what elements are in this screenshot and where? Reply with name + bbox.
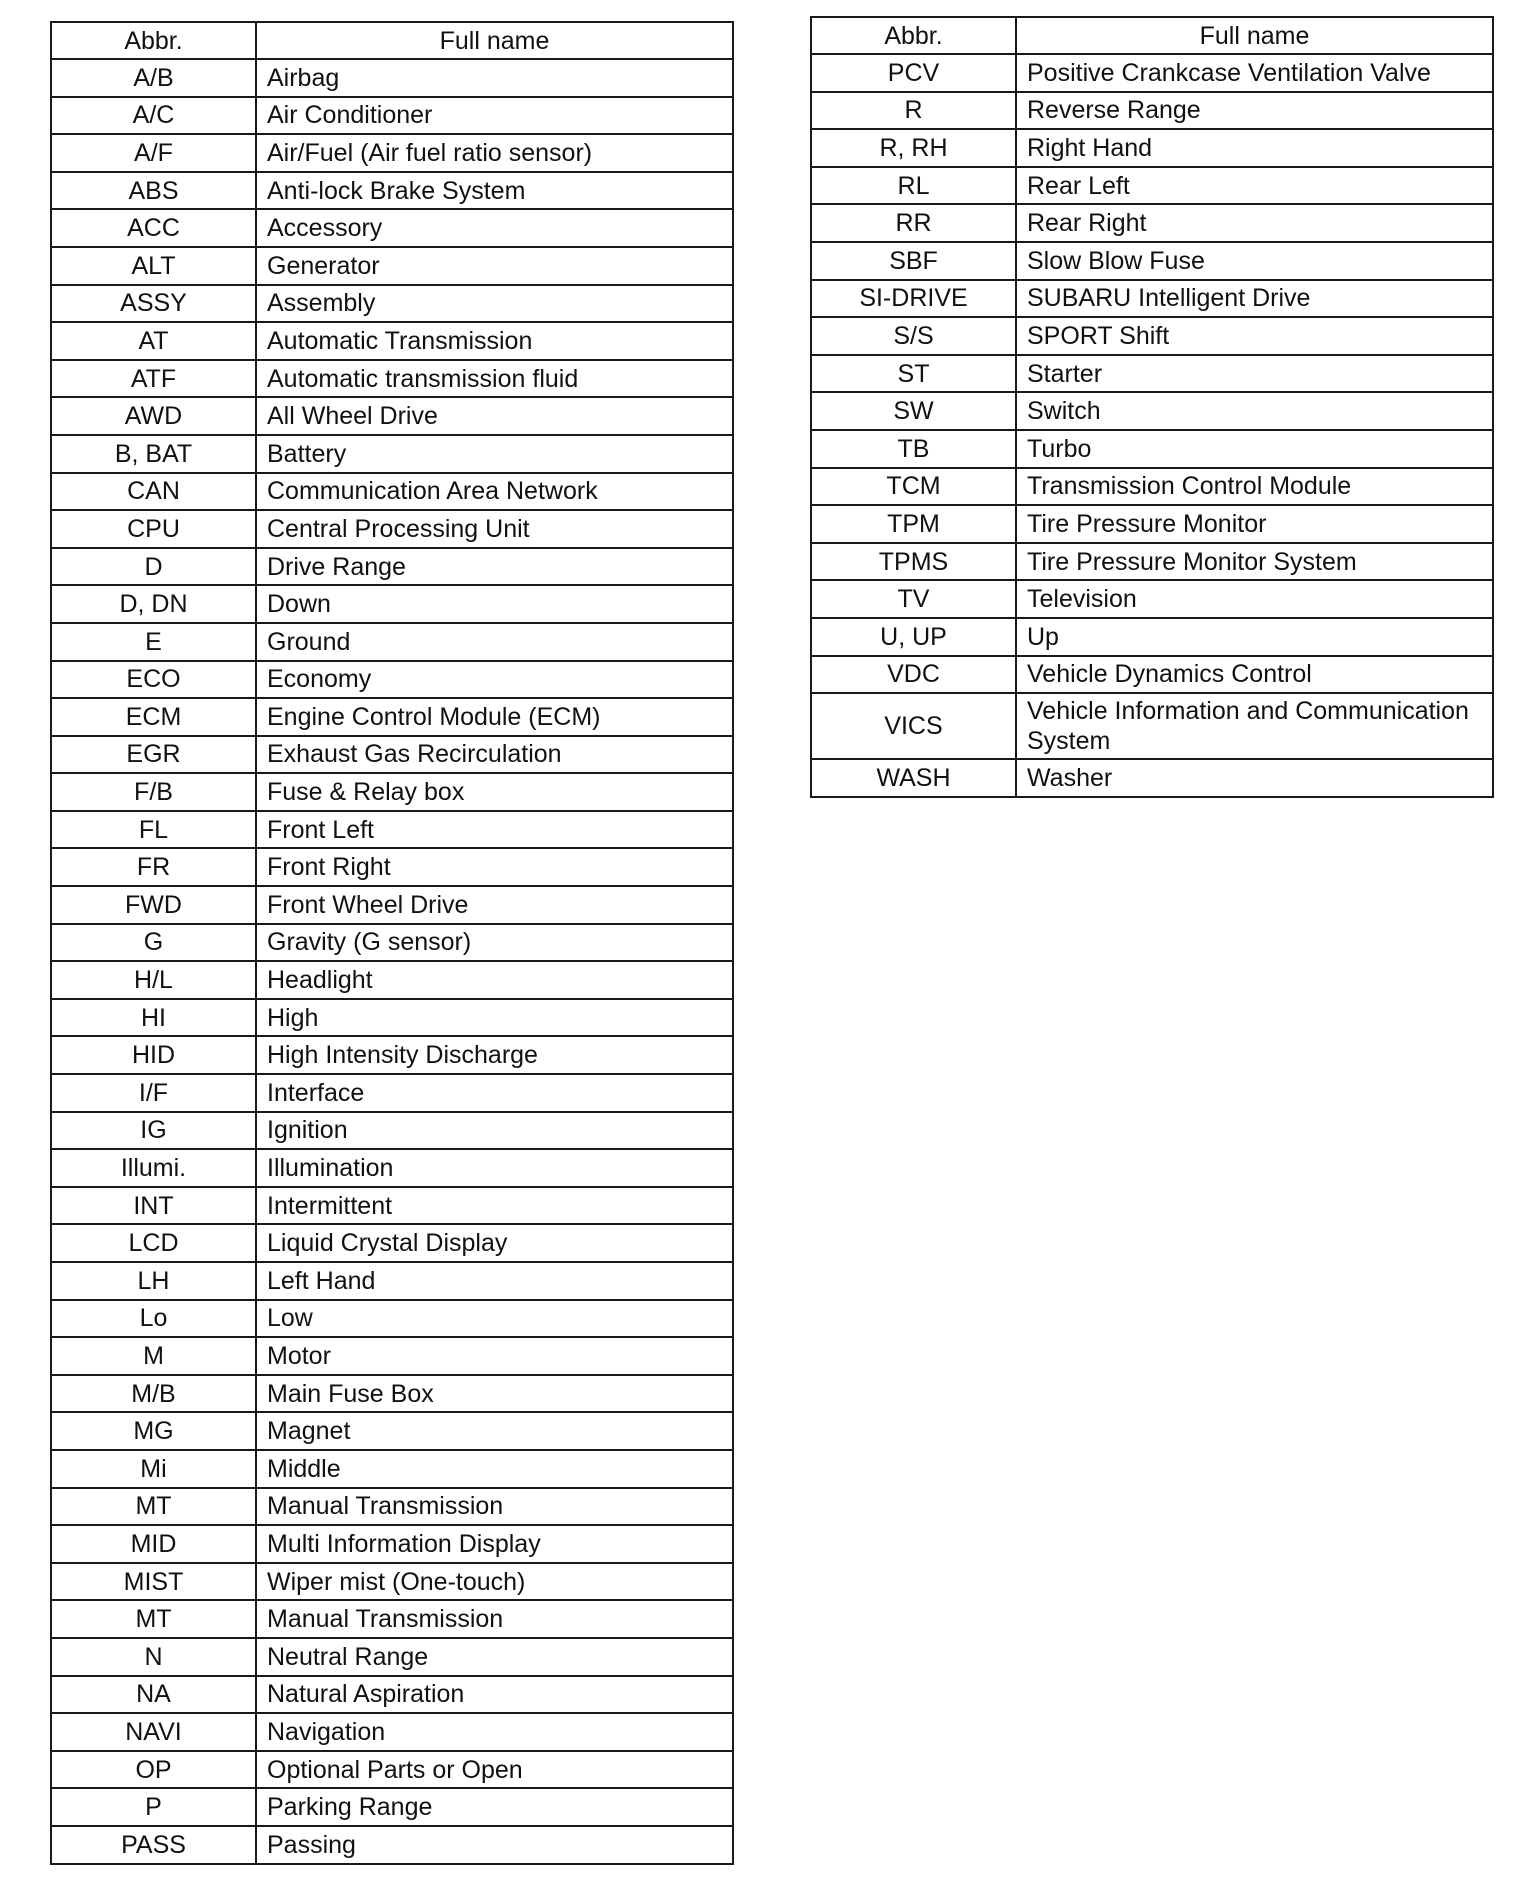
full-name-cell: All Wheel Drive [256,397,733,435]
abbreviation-cell: WASH [811,759,1016,797]
abbreviation-cell: ECO [51,661,256,699]
full-name-cell: Right Hand [1016,129,1493,167]
full-name-cell: Rear Left [1016,167,1493,205]
abbreviation-cell: M/B [51,1375,256,1413]
full-name-cell: Front Left [256,811,733,849]
full-name-cell: Positive Crankcase Ventilation Valve [1016,54,1493,92]
full-name-cell: Television [1016,580,1493,618]
abbreviation-cell: R, RH [811,129,1016,167]
abbreviation-cell: ASSY [51,285,256,323]
full-name-cell: Neutral Range [256,1638,733,1676]
abbreviation-cell: OP [51,1751,256,1789]
abbreviation-cell: RL [811,167,1016,205]
full-name-cell: Washer [1016,759,1493,797]
table-row [51,1638,733,1676]
abbreviation-cell: VICS [811,693,1016,759]
abbreviation-cell: B, BAT [51,435,256,473]
full-name-cell: Intermittent [256,1187,733,1225]
table-row [51,1412,733,1450]
column-header-full-name: Full name [1016,17,1493,54]
table-row [811,543,1493,581]
abbreviation-cell: G [51,924,256,962]
full-name-cell: Natural Aspiration [256,1676,733,1714]
table-row [51,999,733,1037]
full-name-cell: Economy [256,661,733,699]
full-name-cell: Turbo [1016,430,1493,468]
table-row [51,473,733,511]
table-row [51,736,733,774]
table-row [811,618,1493,656]
abbreviation-cell: VDC [811,656,1016,694]
abbreviation-cell: MIST [51,1563,256,1601]
table-row [51,247,733,285]
abbreviation-cell: MT [51,1488,256,1526]
table-row [51,435,733,473]
table-row [51,1676,733,1714]
table-row [811,54,1493,92]
full-name-cell: Gravity (G sensor) [256,924,733,962]
abbreviation-cell: U, UP [811,618,1016,656]
abbreviation-cell: MG [51,1412,256,1450]
full-name-cell: Front Right [256,848,733,886]
abbreviation-cell: NA [51,1676,256,1714]
table-row [811,580,1493,618]
full-name-cell: Down [256,585,733,623]
abbreviation-cell: D, DN [51,585,256,623]
full-name-cell: Interface [256,1074,733,1112]
full-name-cell: Manual Transmission [256,1488,733,1526]
abbreviation-cell: Lo [51,1300,256,1338]
full-name-cell: Automatic transmission fluid [256,360,733,398]
table-row [811,129,1493,167]
full-name-cell: Generator [256,247,733,285]
table-row [51,397,733,435]
abbreviation-cell: LH [51,1262,256,1300]
full-name-cell: Illumination [256,1149,733,1187]
table-row [811,392,1493,430]
full-name-cell: Starter [1016,355,1493,393]
abbreviation-cell: Illumi. [51,1149,256,1187]
table-row [51,510,733,548]
table-row [51,1262,733,1300]
full-name-cell: Ground [256,623,733,661]
abbreviation-cell: FWD [51,886,256,924]
abbreviation-cell: PCV [811,54,1016,92]
table-row [811,693,1493,759]
table-row [51,1375,733,1413]
full-name-cell: Tire Pressure Monitor [1016,505,1493,543]
abbreviation-cell: I/F [51,1074,256,1112]
table-row [811,92,1493,130]
abbreviation-cell: P [51,1788,256,1826]
table-row [811,759,1493,797]
abbreviation-cell: Mi [51,1450,256,1488]
abbreviation-cell: FL [51,811,256,849]
abbreviation-cell: S/S [811,317,1016,355]
table-row [51,1525,733,1563]
abbreviation-cell: MT [51,1600,256,1638]
abbreviation-cell: HID [51,1036,256,1074]
abbreviation-cell: RR [811,204,1016,242]
abbreviation-cell: TB [811,430,1016,468]
full-name-cell: SUBARU Intelligent Drive [1016,280,1493,318]
abbreviation-cell: A/F [51,134,256,172]
abbreviation-cell: CPU [51,510,256,548]
full-name-cell: Communication Area Network [256,473,733,511]
abbreviation-cell: FR [51,848,256,886]
table-row [51,172,733,210]
table-row [811,317,1493,355]
table-row [51,623,733,661]
table-row [51,585,733,623]
abbreviation-cell: CAN [51,473,256,511]
abbreviation-cell: ST [811,355,1016,393]
abbreviation-cell: ECM [51,698,256,736]
abbreviation-cell: E [51,623,256,661]
table-row [51,848,733,886]
table-row [51,1112,733,1150]
table-row [51,1826,733,1864]
table-header-row [811,17,1493,54]
table-row [51,1600,733,1638]
table-row [51,1187,733,1225]
table-row [811,280,1493,318]
table-row [51,1751,733,1789]
full-name-cell: Wiper mist (One-touch) [256,1563,733,1601]
table-row [811,355,1493,393]
abbreviation-cell: MID [51,1525,256,1563]
abbreviation-cell: ALT [51,247,256,285]
full-name-cell: Motor [256,1337,733,1375]
table-row [51,285,733,323]
full-name-cell: Slow Blow Fuse [1016,242,1493,280]
full-name-cell: Magnet [256,1412,733,1450]
table-row [811,242,1493,280]
full-name-cell: Up [1016,618,1493,656]
full-name-cell: Front Wheel Drive [256,886,733,924]
table-row [51,1074,733,1112]
table-row [51,661,733,699]
abbreviation-cell: AWD [51,397,256,435]
abbreviation-cell: PASS [51,1826,256,1864]
abbreviation-cell: AT [51,322,256,360]
column-header-abbr: Abbr. [811,17,1016,54]
full-name-cell: Vehicle Information and Communication System [1016,693,1493,759]
table-header-row [51,22,733,59]
table-row [51,360,733,398]
table-row [51,1224,733,1262]
abbreviation-cell: H/L [51,961,256,999]
full-name-cell: Anti-lock Brake System [256,172,733,210]
full-name-cell: Liquid Crystal Display [256,1224,733,1262]
table-row [51,811,733,849]
abbreviation-cell: EGR [51,736,256,774]
full-name-cell: Rear Right [1016,204,1493,242]
full-name-cell: Middle [256,1450,733,1488]
table-row [51,209,733,247]
abbreviation-table-right [810,16,1494,798]
table-row [51,1488,733,1526]
full-name-cell: Engine Control Module (ECM) [256,698,733,736]
full-name-cell: Battery [256,435,733,473]
table-row [51,548,733,586]
full-name-cell: Exhaust Gas Recirculation [256,736,733,774]
abbreviation-cell: SBF [811,242,1016,280]
table-row [51,1337,733,1375]
table-row [51,1788,733,1826]
table-row [51,1713,733,1751]
abbreviation-cell: D [51,548,256,586]
full-name-cell: Optional Parts or Open [256,1751,733,1789]
full-name-cell: Air/Fuel (Air fuel ratio sensor) [256,134,733,172]
abbreviation-cell: TPM [811,505,1016,543]
full-name-cell: Headlight [256,961,733,999]
table-row [51,1036,733,1074]
abbreviation-cell: HI [51,999,256,1037]
full-name-cell: Reverse Range [1016,92,1493,130]
table-row [811,656,1493,694]
table-row [51,961,733,999]
abbreviation-cell: ATF [51,360,256,398]
full-name-cell: Multi Information Display [256,1525,733,1563]
full-name-cell: Passing [256,1826,733,1864]
full-name-cell: Airbag [256,59,733,97]
table-row [51,97,733,135]
abbreviation-table-left [50,21,734,1865]
table-row [51,134,733,172]
abbreviation-cell: M [51,1337,256,1375]
full-name-cell: High [256,999,733,1037]
abbreviation-cell: INT [51,1187,256,1225]
abbreviation-cell: F/B [51,773,256,811]
abbreviation-cell: IG [51,1112,256,1150]
full-name-cell: Switch [1016,392,1493,430]
abbreviation-cell: SI-DRIVE [811,280,1016,318]
abbreviation-cell: N [51,1638,256,1676]
abbreviation-cell: SW [811,392,1016,430]
column-header-full-name: Full name [256,22,733,59]
abbreviation-cell: NAVI [51,1713,256,1751]
table-row [51,924,733,962]
full-name-cell: Automatic Transmission [256,322,733,360]
table-row [51,698,733,736]
abbreviation-cell: TV [811,580,1016,618]
full-name-cell: Left Hand [256,1262,733,1300]
table-row [51,1563,733,1601]
abbreviation-cell: A/B [51,59,256,97]
abbreviation-cell: TCM [811,468,1016,506]
table-row [51,1450,733,1488]
full-name-cell: Central Processing Unit [256,510,733,548]
table-row [51,773,733,811]
abbreviation-cell: ACC [51,209,256,247]
table-row [811,204,1493,242]
abbreviation-cell: TPMS [811,543,1016,581]
table-row [51,322,733,360]
full-name-cell: Tire Pressure Monitor System [1016,543,1493,581]
full-name-cell: SPORT Shift [1016,317,1493,355]
table-row [51,1300,733,1338]
full-name-cell: Low [256,1300,733,1338]
full-name-cell: Parking Range [256,1788,733,1826]
full-name-cell: Drive Range [256,548,733,586]
abbreviation-cell: ABS [51,172,256,210]
full-name-cell: Navigation [256,1713,733,1751]
full-name-cell: Fuse & Relay box [256,773,733,811]
abbreviation-cell: R [811,92,1016,130]
full-name-cell: Assembly [256,285,733,323]
table-row [811,468,1493,506]
full-name-cell: Air Conditioner [256,97,733,135]
full-name-cell: High Intensity Discharge [256,1036,733,1074]
table-row [51,1149,733,1187]
table-row [811,505,1493,543]
abbreviation-cell: A/C [51,97,256,135]
table-row [811,430,1493,468]
abbreviation-cell: LCD [51,1224,256,1262]
full-name-cell: Accessory [256,209,733,247]
full-name-cell: Ignition [256,1112,733,1150]
column-header-abbr: Abbr. [51,22,256,59]
table-row [51,886,733,924]
full-name-cell: Main Fuse Box [256,1375,733,1413]
full-name-cell: Transmission Control Module [1016,468,1493,506]
full-name-cell: Vehicle Dynamics Control [1016,656,1493,694]
full-name-cell: Manual Transmission [256,1600,733,1638]
table-row [811,167,1493,205]
table-row [51,59,733,97]
